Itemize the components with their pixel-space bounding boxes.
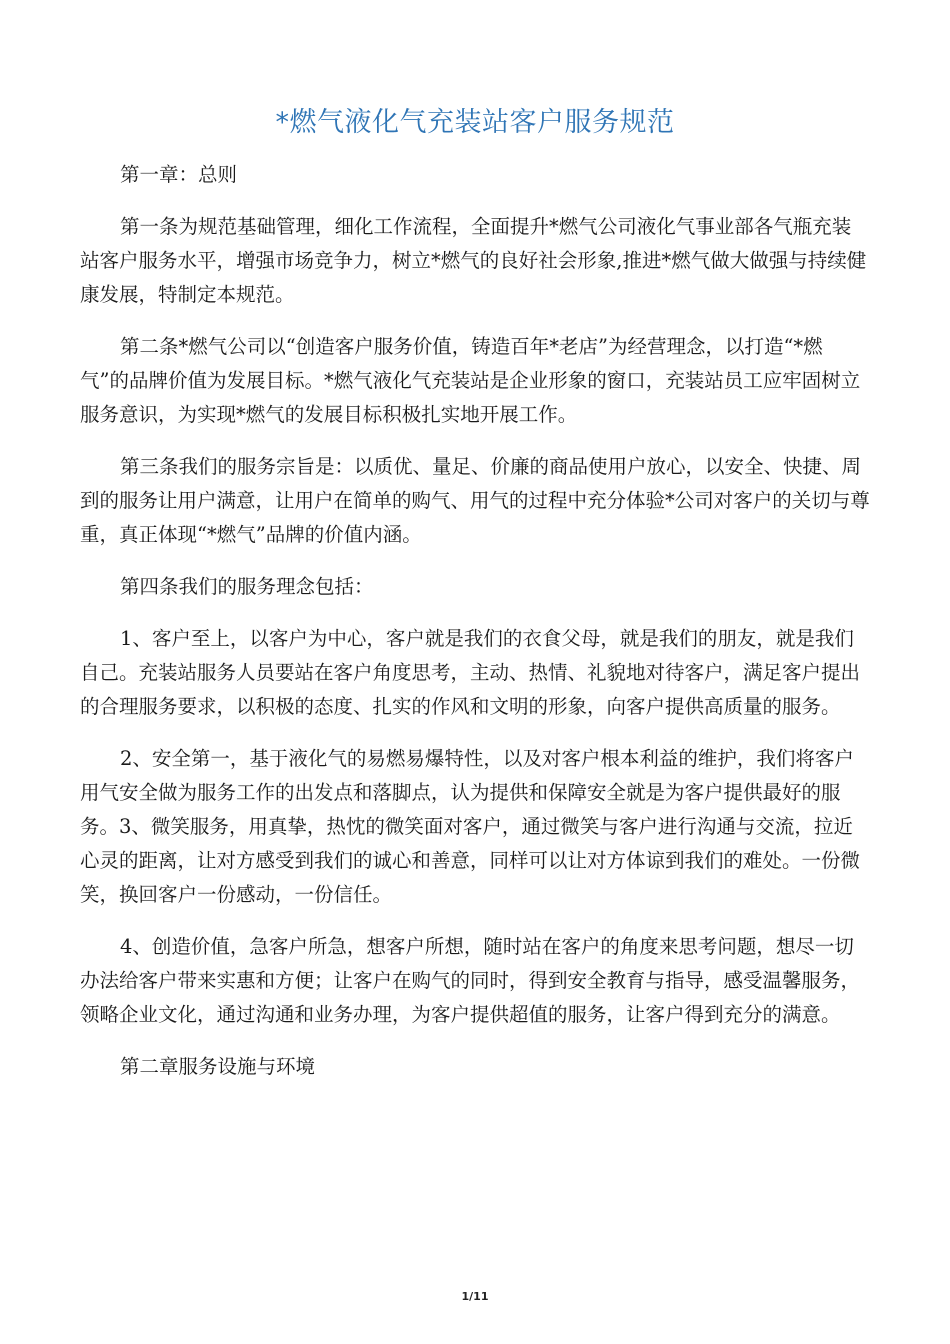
chapter-heading: 第二章服务设施与环境 [120, 1055, 316, 1078]
paragraph: 第四条我们的服务理念包括： [120, 575, 374, 598]
paragraph: 4、创造价值，急客户所急，想客户所想，随时站在客户的角度来思考问题，想尽一切办法给客户带来实惠和方便；让客户在购气的同时，得到安全教育与指导，感受温馨服务，领略企业文化，通过沟通和业务办理，为客户提供超值的服务，让客户得到充分的满意。 [80, 935, 861, 1026]
document-body [80, 158, 870, 1102]
paragraph: 1、客户至上，以客户为中心，客户就是我们的衣食父母，就是我们的朋友，就是我们自己。充装站服务人员要站在客户角度思考，主动、热情、礼貌地对待客户，满足客户提出的合理服务要求，以积极的态度、扎实的作风和文明的形象，向客户提供高质量的服务。 [80, 627, 861, 718]
paragraph: 第一条为规范基础管理，细化工作流程，全面提升*燃气公司液化气事业部各气瓶充装站客户服务水平，增强市场竞争力，树立*燃气的良好社会形象,推进*燃气做大做强与持续健康发展，特制定本规范。 [80, 215, 867, 306]
paragraph: 2、安全第一，基于液化气的易燃易爆特性，以及对客户根本利益的维护，我们将客户用气安全做为服务工作的出发点和落脚点，认为提供和保障安全就是为客户提供最好的服务。3、微笑服务，用真挚，热忱的微笑面对客户，通过微笑与客户进行沟通与交流，拉近心灵的距离，让对方感受到我们的诚心和善意，同样可以让对方体谅到我们的难处。一份微笑，换回客户一份感动，一份信任。 [80, 747, 861, 906]
chapter-heading: 第一章：总则 [120, 163, 238, 186]
paragraph: 第二条*燃气公司以“创造客户服务价值，铸造百年*老店”为经营理念，以打造“*燃气”的品牌价值为发展目标。*燃气液化气充装站是企业形象的窗口，充装站员工应牢固树立服务意识，为实现*燃气的发展目标积极扎实地开展工作。 [80, 335, 861, 426]
paragraph: 第三条我们的服务宗旨是：以质优、量足、价廉的商品使用户放心，以安全、快捷、周到的服务让用户满意，让用户在简单的购气、用气的过程中充分体验*公司对客户的关切与尊重，真正体现“*燃气”品牌的价值内涵。 [80, 455, 870, 546]
document-title: *燃气液化气充装站客户服务规范 [275, 107, 675, 138]
page-number: 1/11 [461, 1290, 489, 1303]
